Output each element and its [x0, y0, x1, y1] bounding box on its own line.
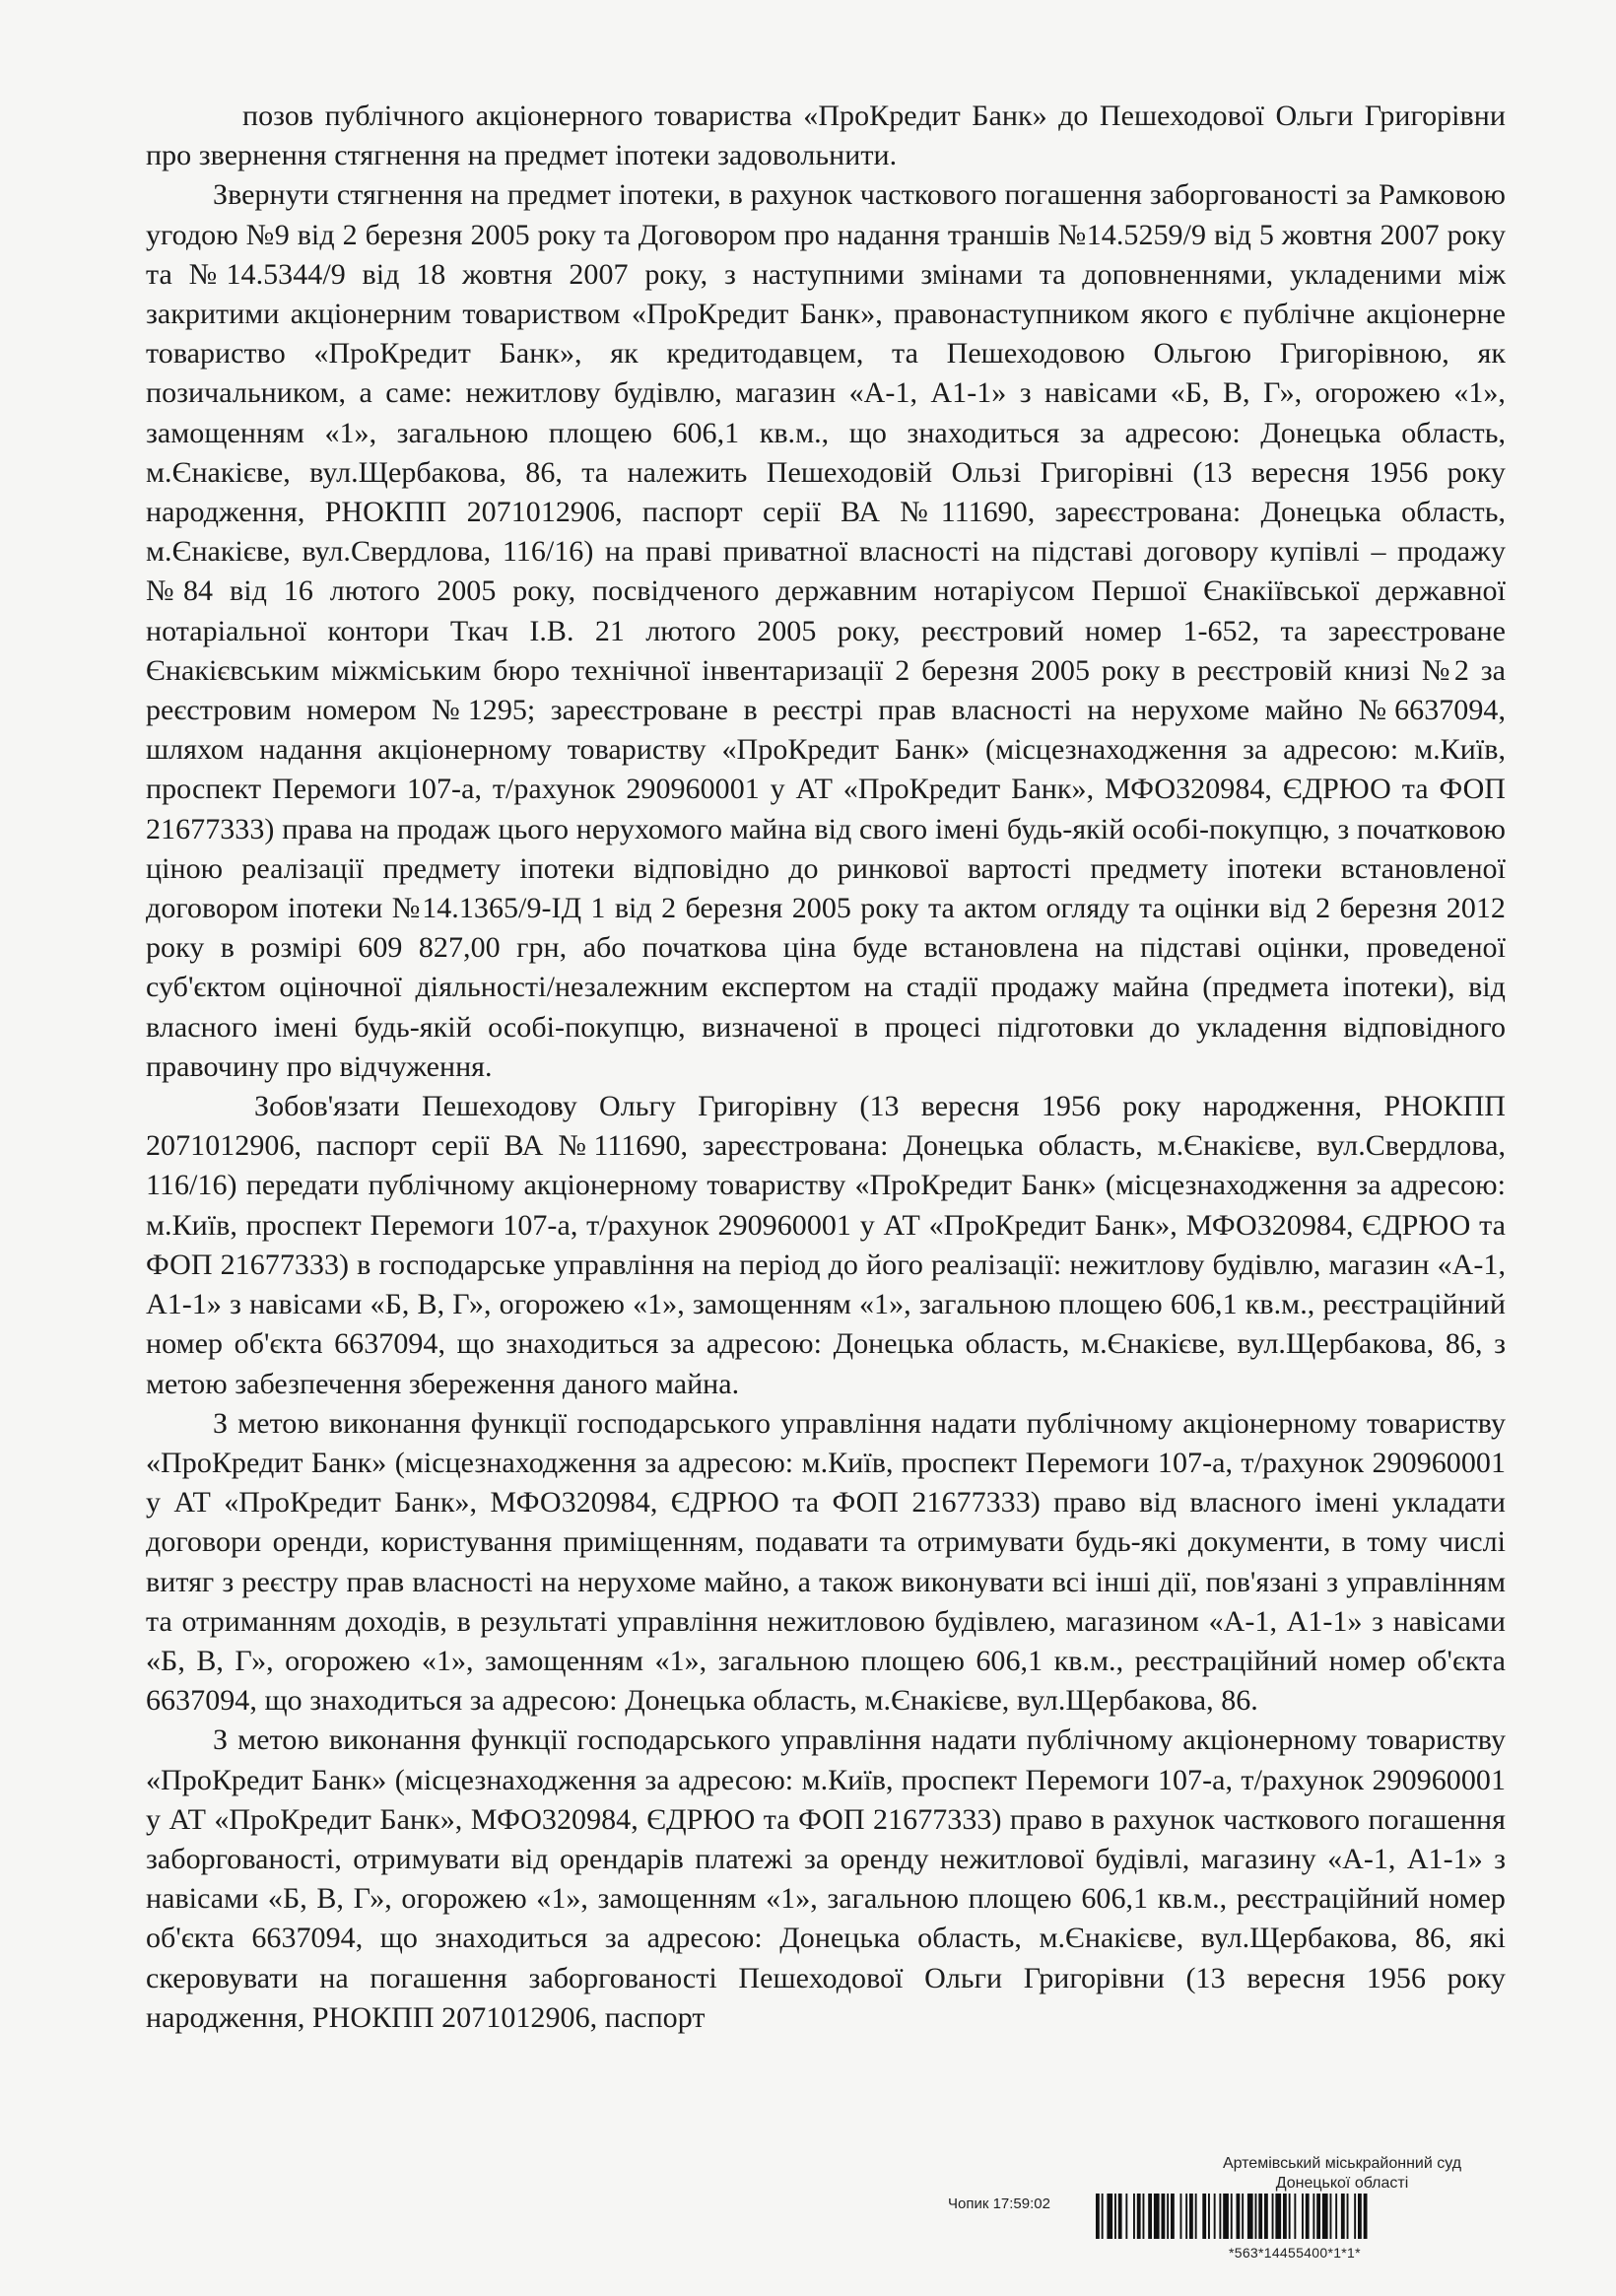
paragraph-obligation-transfer: Зобов'язати Пешеходову Ольгу Григорівну (13 вересня 1956 року народження, РНОКПП 2071012906, паспорт серії ВА №111690, зареєстрована: Донецька область, м.Єнакієве, вул.Свердлова, 116/16) передати публічному акціонерному товариству «ПроКредит Банк» (місцезнаходження за адресою: м.Київ, проспект Перемоги 107-а, т/рахунок 290960001 у АТ «ПроКредит Банк», МФО320984, ЄДРЮО та ФОП 21677333) в господарське управління на період до його реалізації: нежитлову будівлю, магазин «А-1, А1-1» з навісами «Б, В, Г», огорожею «1», замощенням «1», загальною площею 606,1 кв.м., реєстраційний номер об'єкта 6637094, що знаходиться за адресою: Донецька область, м.Єнакієве, вул.Щербакова, 86, з метою забезпечення збереження даного майна.	[146, 1090, 1506, 1400]
ruling-text	[146, 97, 1506, 2038]
barcode	[1096, 2194, 1450, 2239]
paragraph-management-rights: З метою виконання функції господарського управління надати публічному акціонерному товариству «ПроКредит Банк» (місцезнаходження за адресою: м.Київ, проспект Перемоги 107-а, т/рахунок 290960001 у АТ «ПроКредит Банк», МФО320984, ЄДРЮО та ФОП 21677333) право від власного імені укладати договори оренди, користування приміщенням, подавати та отримувати будь-які документи, в тому числі витяг з реєстру прав власності на нерухоме майно, а також виконувати всі інші дії, пов'язані з управлінням та отриманням доходів, в результаті управління нежитловою будівлею, магазином «А-1, А1-1» з навісами «Б, В, Г», огорожею «1», замощенням «1», загальною площею 606,1 кв.м., реєстраційний номер об'єкта 6637094, що знаходиться за адресою: Донецька область, м.Єнакієве, вул.Щербакова, 86.	[146, 1406, 1506, 1718]
clerk-timestamp: Чопик 17:59:02	[948, 2195, 1050, 2212]
paragraph-foreclosure: Звернути стягнення на предмет іпотеки, в рахунок часткового погашення заборгованості за Рамковою угодою №9 від 2 березня 2005 року та Договором про надання траншів №14.5259/9 від 5 жовтня 2007 року та №14.5344/9 від 18 жовтня 2007 року, з наступними змінами та доповненнями, укладеними між закритими акціонерним товариством «ПроКредит Банк», правонаступником якого є публічне акціонерне товариство «ПроКредит Банк», як кредитодавцем, та Пешеходовою Ольгою Григорівною, як позичальником, а саме: нежитлову будівлю, магазин «А-1, А1-1» з навісами «Б, В, Г», огорожею «1», замощенням «1», загальною площею 606,1 кв.м., що знаходиться за адресою: Донецька область, м.Єнакієве, вул.Щербакова, 86, та належить Пешеходовій Ользі Григорівні (13 вересня 1956 року народження, РНОКПП 2071012906, паспорт серії ВА №111690, зареєстрована: Донецька область, м.Єнакієве, вул.Свердлова, 116/16) на праві приватної власності на підставі договору купівлі – продажу №84 від 16 лютого 2005 року, посвідченого державним нотаріусом Першої Єнакіївської державної нотаріальної контори Ткач І.В. 21 лютого 2005 року, реєстровий номер 1-652, та зареєстроване Єнакієвським міжміським бюро технічної інвентаризації 2 березня 2005 року в реєстровій книзі №2 за реєстровим номером №1295; зареєстроване в реєстрі прав власності на нерухоме майно №6637094, шляхом надання акціонерному товариству «ПроКредит Банк» (місцезнаходження за адресою: м.Київ, проспект Перемоги 107-а, т/рахунок 290960001 у АТ «ПроКредит Банк», МФО320984, ЄДРЮО та ФОП 21677333) права на продаж цього нерухомого майна від свого імені будь-якій особі-покупцю, з початковою ціною реалізації предмету іпотеки відповідно до ринкової вартості предмету іпотеки встановленої договором іпотеки №14.1365/9-ІД 1 від 2 березня 2005 року та актом огляду та оцінки від 2 березня 2012 року в розмірі 609 827,00 грн, або початкова ціна буде встановлена на підставі оцінки, проведеної суб'єктом оціночної діяльності/незалежним експертом на стадії продажу майна (предмета іпотеки), від власного імені будь-якій особі-покупцю, визначеної в процесі підготовки до укладення відповідного правочину про відчуження.	[146, 178, 1506, 1083]
court-region: Донецької області	[1275, 2175, 1409, 2192]
barcode-number: *563*14455400*1*1*	[1229, 2245, 1361, 2261]
paragraph-claim-granted: позов публічного акціонерного товариства «ПроКредит Банк» до Пешеходової Ольги Григорівни про звернення стягнення на предмет іпотеки задовольнити.	[146, 100, 1506, 172]
court-name: Артемівський міськрайонний суд	[1222, 2155, 1462, 2172]
court-barcode-stamp	[948, 2154, 1500, 2282]
paragraph-rent-collection: З метою виконання функції господарського управління надати публічному акціонерному товариству «ПроКредит Банк» (місцезнаходження за адресою: м.Київ, проспект Перемоги 107-а, т/рахунок 290960001 у АТ «ПроКредит Банк», МФО320984, ЄДРЮО та ФОП 21677333) право в рахунок часткового погашення заборгованості, отримувати від орендарів платежі за оренду нежитлової будівлі, магазину «А-1, А1-1» з навісами «Б, В, Г», огорожею «1», замощенням «1», загальною площею 606,1 кв.м., реєстраційний номер об'єкта 6637094, що знаходиться за адресою: Донецька область, м.Єнакієве, вул.Щербакова, 86, які скеровувати на погашення заборгованості Пешеходової Ольги Григорівни (13 вересня 1956 року народження, РНОКПП 2071012906, паспорт	[146, 1723, 1506, 2034]
